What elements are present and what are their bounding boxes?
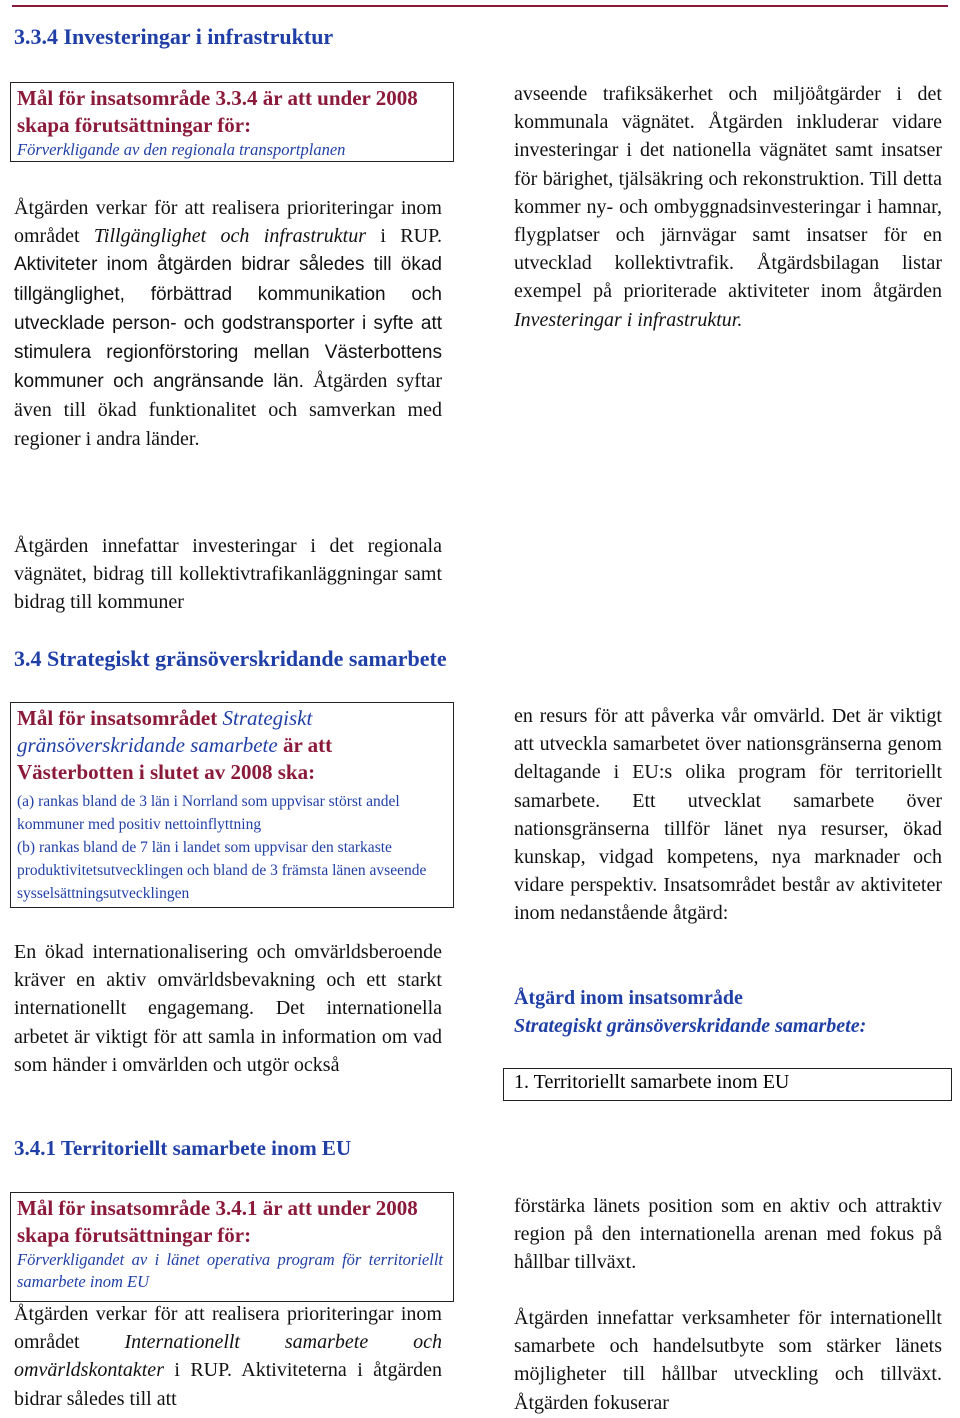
goal-item-b: (b) rankas bland de 7 län i landet som uppvisar den starkaste produktivitetsutvecklingen och bland de 3 främsta länen avseende sysselsättningsutvecklingen [17, 839, 427, 902]
paragraph-3-3-4-a: Åtgärden verkar för att realisera prioriteringar inom området Tillgänglighet och infrastruktur i RUP. Aktiviteter inom åtgärden bidrar således till ökad tillgänglighet, förbättrad kommunikation och utvecklade person- och godstransporter i syfte att stimulera regionförstoring mellan Västerbottens kommuner och angränsande län. Åtgärden syftar även till ökad funktionalitet och samverkan med regioner i andra länder. [14, 197, 442, 450]
paragraph-3-4-left: En ökad internationalisering och omvärldsberoende kräver en aktiv omvärldsbevakning och ett starkt internationellt engagemang. Det internationella arbetet är viktigt för att samla in information om vad som händer i omvärlden och utgör också [14, 941, 442, 1076]
goal-box-3-4 [10, 702, 454, 908]
list-item: 1. Territoriellt samarbete inom EU [514, 1071, 790, 1093]
paragraph-3-4-1-right-a: förstärka länets position som en aktiv och attraktiv region på den internationella arenan med fokus på hållbar tillväxt. [514, 1195, 942, 1274]
goal-subtitle: Förverkligande av den regionala transportplanen [17, 140, 346, 159]
goal-title: Mål för insatsområdet Strategiskt gränsöverskridande samarbete är att Västerbotten i slutet av 2008 ska: [17, 706, 333, 784]
top-rule [12, 5, 948, 7]
paragraph-3-3-4-right: avseende trafiksäkerhet och miljöåtgärder i det kommunala vägnätet. Åtgärden inkluderar vidare investeringar i det nationella vägnätet samt insatser för bärighet, tjälsäkring och rekonstruktion. Till detta kommer ny- och ombyggnadsinvesteringar i hamnar, flygplatser och järnvägar samt insatser för en utvecklad kollektivtrafik. Åtgärdsbilagan listar exempel på prioriterade aktiviteter inom åtgärden Investeringar i infrastruktur. [514, 83, 942, 331]
paragraph-3-4-1-right-b: Åtgärden innefattar verksamheter för internationellt samarbete och handelsutbyte som stärker länets möjligheter till hållbar utveckling och tillväxt. Åtgärden fokuserar [514, 1307, 942, 1414]
measure-list-box [503, 1068, 952, 1101]
goal-item-a: (a) rankas bland de 3 län i Norrland som uppvisar störst andel kommuner med positiv nettoinflyttning [17, 793, 400, 833]
goal-title: Mål för insatsområde 3.3.4 är att under 2008 skapa förutsättningar för: [17, 86, 418, 137]
goal-box-3-3-4 [10, 82, 454, 162]
goal-subtitle: Förverkligandet av i länet operativa program för territoriellt samarbete inom EU [17, 1250, 443, 1291]
heading-3-4-1: 3.4.1 Territoriellt samarbete inom EU [14, 1136, 352, 1160]
goal-title: Mål för insatsområde 3.4.1 är att under 2008 skapa förutsättningar för: [17, 1196, 418, 1247]
paragraph-3-4-1-left: Åtgärden verkar för att realisera prioriteringar inom området Internationellt samarbete och omvärldskontakter i RUP. Aktiviteterna i åtgärden bidrar således till att [14, 1303, 443, 1410]
paragraph-3-3-4-b: Åtgärden innefattar investeringar i det regionala vägnätet, bidrag till kollektivtrafikanläggningar samt bidrag till kommuner [14, 535, 442, 614]
measure-title: Åtgärd inom insatsområde [514, 987, 743, 1009]
heading-3-4: 3.4 Strategiskt gränsöverskridande samarbete [14, 646, 447, 671]
paragraph-3-4-right: en resurs för att påverka vår omvärld. Det är viktigt att utveckla samarbetet över nationsgränserna genom deltagande i EU:s olika program för territoriellt samarbete. Ett utvecklat samarbete över nationsgränserna tillför länet nya resurser, ökad kunskap, vidgad kompetens, nya marknader och vidare perspektiv. Insatsområdet består av aktiviteter inom nedanstående åtgärd: [514, 705, 942, 925]
heading-3-3-4: 3.3.4 Investeringar i infrastruktur [14, 24, 334, 49]
goal-box-3-4-1 [10, 1192, 454, 1302]
measure-subtitle: Strategiskt gränsöverskridande samarbete: [514, 1015, 867, 1037]
